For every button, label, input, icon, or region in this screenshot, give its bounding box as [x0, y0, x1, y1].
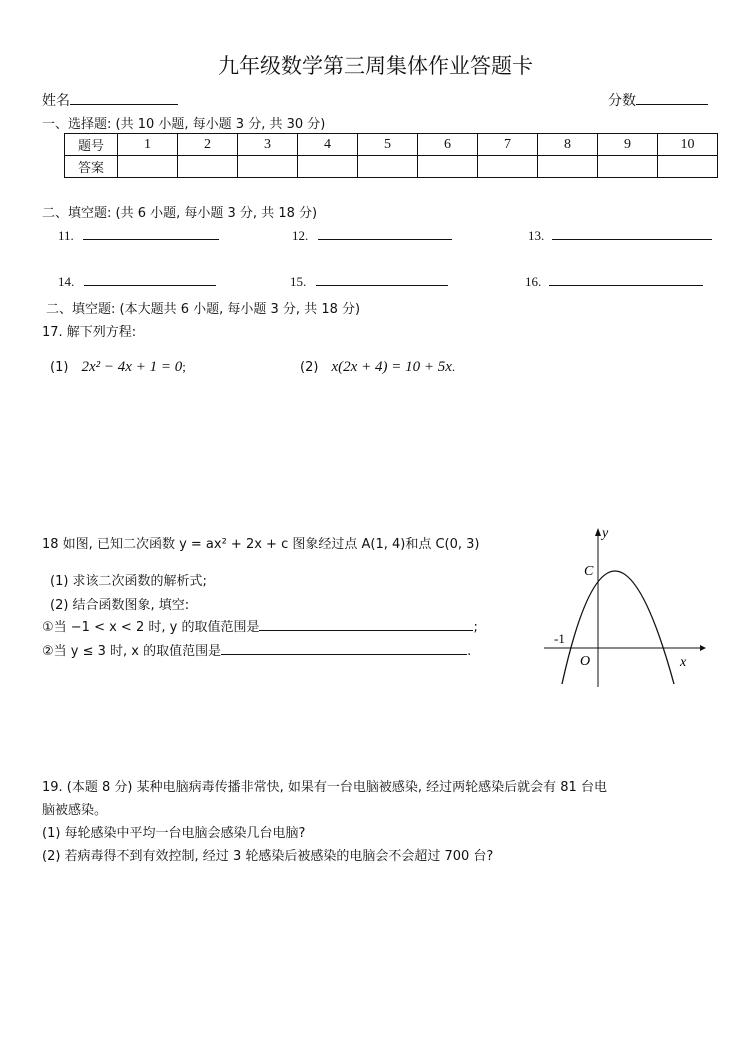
q18-sub1[interactable] [42, 616, 478, 635]
item-number: 16. [525, 274, 542, 289]
name-blank[interactable] [70, 90, 178, 105]
q17-title: 17. 解下列方程: [42, 325, 137, 340]
parabola-figure [540, 524, 710, 689]
fill-item-11[interactable] [58, 225, 219, 244]
answer-cell[interactable] [538, 156, 598, 178]
q18-stem: 18 如图, 已知二次函数 y = ax² + 2x + c 图象经过点 A(1, 4)和点 C(0, 3) [42, 537, 480, 552]
punctuation: . [467, 644, 472, 659]
answer-cell[interactable] [358, 156, 418, 178]
q18-sub2[interactable] [42, 640, 471, 659]
row-label-number: 题号 [65, 134, 118, 156]
answer-blank[interactable] [318, 225, 452, 240]
answer-blank[interactable] [552, 225, 712, 240]
fill-item-15[interactable] [290, 271, 448, 290]
part-label: (1) [50, 360, 69, 375]
row-label-answer: 答案 [65, 156, 118, 178]
item-number: 12. [292, 228, 309, 243]
equation: 2x² − 4x + 1 = 0 [81, 359, 183, 375]
answer-cell[interactable] [298, 156, 358, 178]
score-label: 分数 [608, 93, 636, 109]
fill-item-12[interactable] [292, 225, 452, 244]
q19-line2: 脑被感染。 [42, 803, 108, 818]
answer-cell[interactable] [118, 156, 178, 178]
section2-heading: 二、填空题: (共 6 小题, 每小题 3 分, 共 18 分) [42, 206, 318, 221]
question-number-cell: 4 [298, 134, 358, 156]
fill-item-14[interactable] [58, 271, 216, 290]
answer-cell[interactable] [238, 156, 298, 178]
section1-heading: 一、选择题: (共 10 小题, 每小题 3 分, 共 30 分) [42, 117, 326, 132]
question-number-cell: 2 [178, 134, 238, 156]
question-number-cell: 3 [238, 134, 298, 156]
punctuation: . [451, 359, 456, 374]
label-neg1: -1 [554, 631, 565, 646]
section3-heading: 二、填空题: (本大题共 6 小题, 每小题 3 分, 共 18 分) [46, 302, 361, 317]
question-number-cell: 9 [598, 134, 658, 156]
score-blank[interactable] [636, 90, 708, 105]
answer-cell[interactable] [418, 156, 478, 178]
name-field[interactable] [42, 90, 178, 110]
fill-item-16[interactable] [525, 271, 703, 290]
answer-cell[interactable] [598, 156, 658, 178]
q19-part1: (1) 每轮感染中平均一台电脑会感染几台电脑? [42, 826, 306, 841]
question-number-cell: 5 [358, 134, 418, 156]
q19-part2: (2) 若病毒得不到有效控制, 经过 3 轮感染后被感染的电脑会不会超过 700 台? [42, 849, 494, 864]
q17-part2 [300, 356, 455, 376]
y-axis-arrow [595, 528, 601, 536]
question-number-cell: 1 [118, 134, 178, 156]
answer-blank[interactable] [83, 225, 219, 240]
question-number-cell: 10 [658, 134, 718, 156]
part-label: (2) [300, 360, 319, 375]
answer-cell[interactable] [178, 156, 238, 178]
punctuation: ; [182, 359, 186, 374]
item-number: 11. [58, 228, 74, 243]
answer-cell[interactable] [658, 156, 718, 178]
label-c: C [584, 564, 594, 579]
answer-blank[interactable] [84, 271, 216, 286]
q17-part1 [50, 356, 186, 376]
equation: x(2x + 4) = 10 + 5x [331, 359, 452, 375]
q18-part2: (2) 结合函数图象, 填空: [50, 598, 190, 613]
answer-grid [64, 133, 718, 178]
page-title: 九年级数学第三周集体作业答题卡 [218, 54, 533, 78]
parabola-curve [562, 571, 674, 684]
answer-blank[interactable] [259, 616, 473, 631]
q18-part1: (1) 求该二次函数的解析式; [50, 574, 207, 589]
label-y: y [602, 526, 609, 541]
answer-blank[interactable] [221, 640, 467, 655]
question-number-cell: 8 [538, 134, 598, 156]
x-axis-arrow [700, 645, 706, 651]
item-number: 15. [290, 274, 307, 289]
punctuation: ; [473, 620, 478, 635]
answer-blank[interactable] [316, 271, 448, 286]
item-number: 14. [58, 274, 75, 289]
fill-item-13[interactable] [528, 225, 712, 244]
label-origin: O [580, 654, 591, 669]
question-number-cell: 7 [478, 134, 538, 156]
q19-line1: 19. (本题 8 分) 某种电脑病毒传播非常快, 如果有一台电脑被感染, 经过两轮感染后就会有 81 台电 [42, 780, 607, 795]
table-row [65, 156, 718, 178]
label-x: x [680, 655, 687, 670]
answer-blank[interactable] [549, 271, 703, 286]
sub2-text: ②当 y ≤ 3 时, x 的取值范围是 [42, 644, 222, 659]
answer-cell[interactable] [478, 156, 538, 178]
question-number-cell: 6 [418, 134, 478, 156]
table-row [65, 134, 718, 156]
name-label: 姓名 [42, 93, 70, 109]
sub1-text: ①当 −1 < x < 2 时, y 的取值范围是 [42, 620, 260, 635]
score-field[interactable] [608, 90, 708, 110]
item-number: 13. [528, 228, 545, 243]
